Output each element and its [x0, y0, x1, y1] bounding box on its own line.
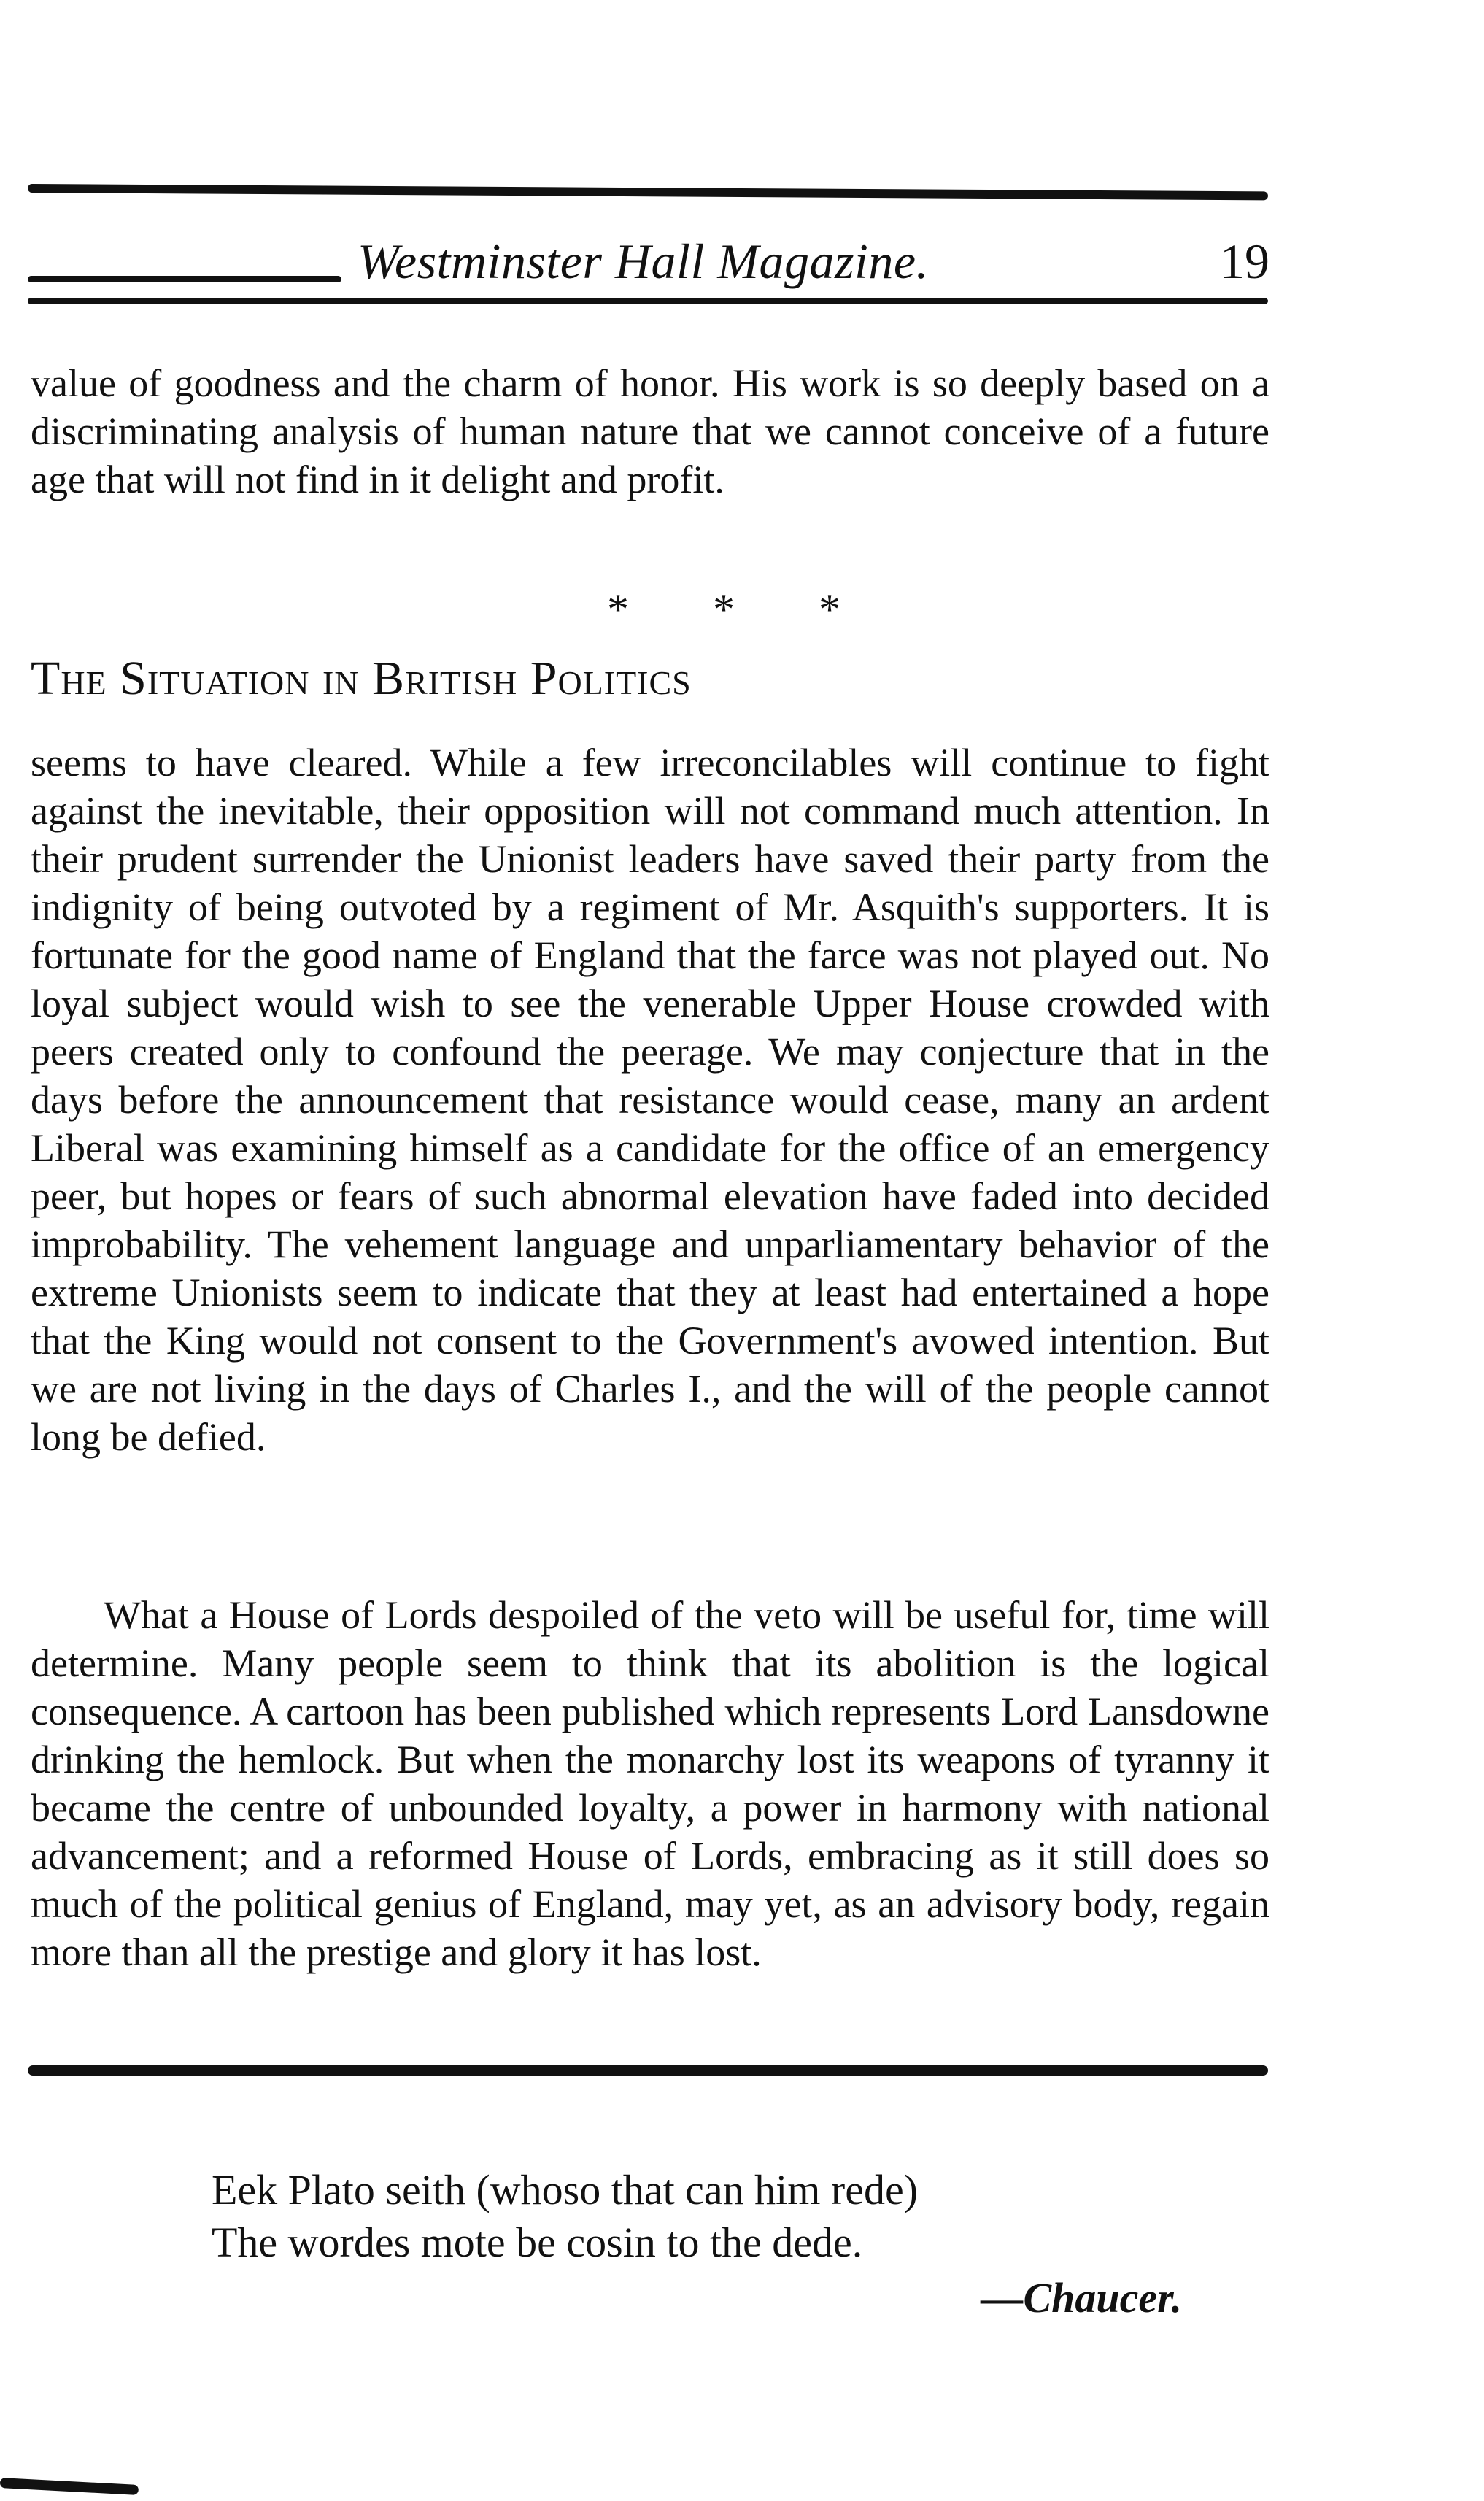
- page-number: 19: [1220, 234, 1269, 289]
- section-break-asterism: * * *: [607, 585, 877, 633]
- quote-attribution: —Chaucer.: [981, 2274, 1182, 2321]
- header-bottom-rule: [28, 298, 1268, 304]
- paragraph-house-of-lords: What a House of Lords despoiled of the veto will be useful for, time will determine. Many people seem to think that its abolition is the logical consequence. A cartoon has been published which represents Lord Lansdowne drinking the hemlock. But when the monarchy lost its weapons of tyranny it became the centre of unbounded loyalty, a power in harmony with national advancement; and a reformed House of Lords, embracing as it still does so much of the political genius of England, may yet, as an advisory body, regain more than all the prestige and glory it has lost.: [31, 1593, 1269, 1974]
- paragraph-british-politics: seems to have cleared. While a few irreconcilables will continue to fight against the inevitable, their opposition will not command much attention. In their prudent surrender the Unionist leaders have saved their party from the indignity of being outvoted by a regiment of Mr. Asquith's supporters. It is fortunate for the good name of England that the farce was not played out. No loyal subject would wish to see the venerable Upper House crowded with peers created only to confound the peerage. We may conjecture that in the days before the announcement that resistance would cease, many an ardent Liberal was examining himself as a candidate for the office of an emergency peer, but hopes or fears of such abnormal elevation have faded into decided improbability. The vehement language and unparliamentary behavior of the extreme Unionists seem to indicate that they at least had entertained a hope that the King would not consent to the Government's avowed intention. But we are not living in the days of Charles I., and the will of the people cannot long be defied.: [31, 741, 1269, 1459]
- top-rule: [28, 184, 1268, 200]
- bottom-corner-mark: [0, 2478, 139, 2495]
- section-heading: The Situation in British Politics: [31, 652, 692, 705]
- paragraph-continued: value of goodness and the charm of honor. His work is so deeply based on a discriminating analysis of human nature that we cannot conceive of a future age that will not find in it delight and profit.: [31, 361, 1269, 501]
- quote-line-1: Eek Plato seith (whoso that can him rede): [212, 2166, 919, 2213]
- running-header-title: Westminster Hall Magazine.: [358, 234, 930, 289]
- header-left-rule: [28, 276, 341, 282]
- quote-line-2: The wordes mote be cosin to the dede.: [212, 2219, 863, 2266]
- section-end-rule: [28, 2065, 1268, 2076]
